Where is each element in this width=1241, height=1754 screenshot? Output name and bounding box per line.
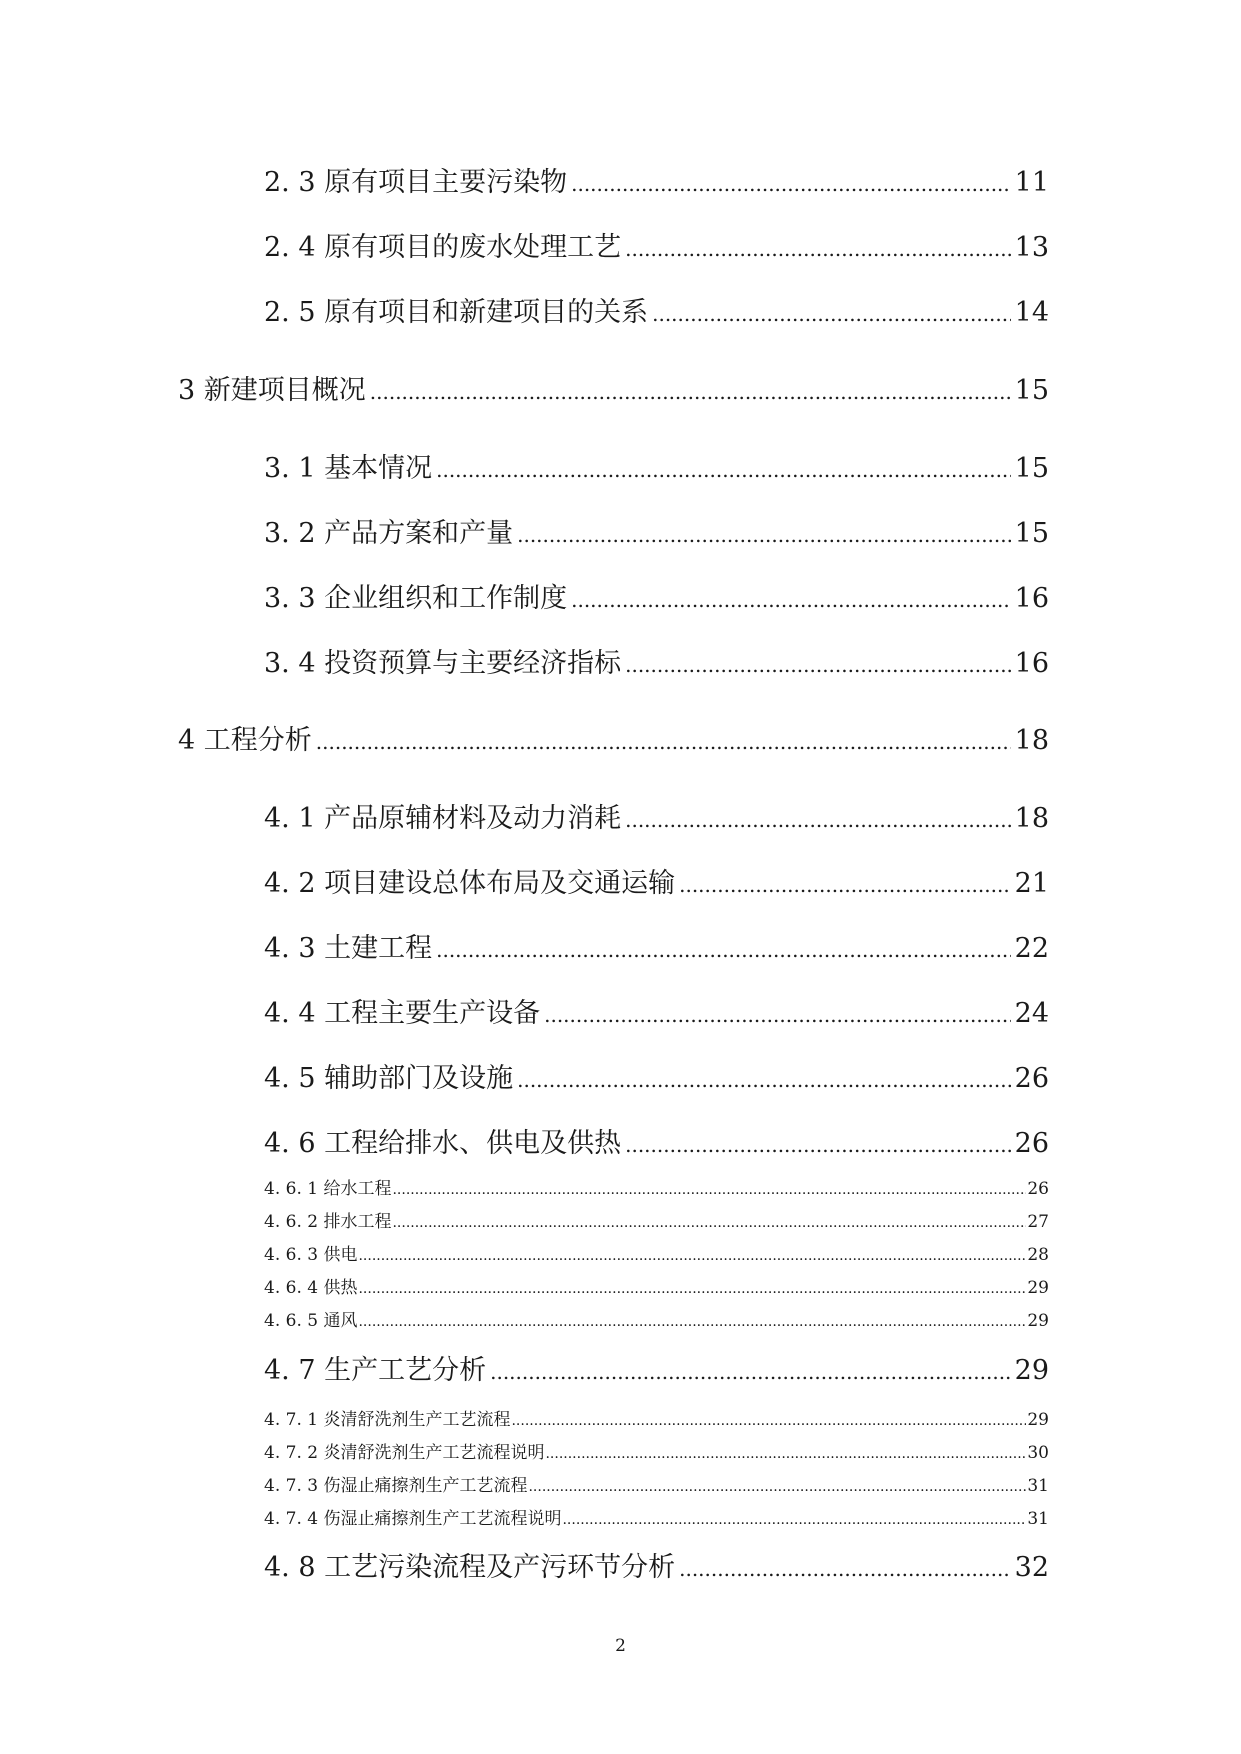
- toc-entry-page: 16: [1014, 583, 1049, 614]
- toc-entry-page: 29: [1014, 1355, 1049, 1386]
- toc-entry-label: 4. 7 生产工艺分析: [264, 1355, 487, 1386]
- dot-leader: [652, 302, 1011, 326]
- dot-leader: [358, 1248, 1026, 1264]
- dot-leader: [517, 1068, 1011, 1092]
- toc-entry-label: 4. 6. 2 排水工程: [264, 1212, 392, 1232]
- dot-leader: [625, 808, 1011, 832]
- toc-entry-label: 4. 7. 2 炎清舒洗剂生产工艺流程说明: [264, 1443, 545, 1463]
- toc-entry-label: 4. 7. 4 伤湿止痛擦剂生产工艺流程说明: [264, 1509, 562, 1529]
- toc-entry-page: 18: [1014, 725, 1049, 756]
- toc-entry-page: 22: [1014, 933, 1049, 964]
- toc-entry-page: 18: [1014, 803, 1049, 834]
- toc-entry-page: 30: [1027, 1443, 1049, 1463]
- toc-entry-label: 4. 6 工程给排水、供电及供热: [264, 1128, 622, 1159]
- toc-entry-page: 27: [1027, 1212, 1049, 1232]
- toc-entry-2-4[interactable]: [264, 225, 1049, 264]
- toc-entry-3-4[interactable]: [264, 641, 1049, 680]
- toc-entry-label: 4. 6. 1 给水工程: [264, 1179, 392, 1199]
- toc-entry-4-7-1[interactable]: [264, 1405, 1049, 1430]
- toc-entry-2-3[interactable]: [264, 160, 1049, 199]
- toc-entry-4-6-1[interactable]: [264, 1174, 1049, 1199]
- toc-entry-3-1[interactable]: [264, 446, 1049, 485]
- toc-entry-page: 21: [1014, 868, 1049, 899]
- toc-entry-4[interactable]: [178, 718, 1049, 757]
- toc-entry-4-7-4[interactable]: [264, 1504, 1049, 1529]
- toc-entry-page: 11: [1014, 167, 1049, 198]
- toc-entry-label: 4. 6. 5 通风: [264, 1311, 358, 1331]
- toc-entry-4-4[interactable]: [264, 991, 1049, 1030]
- toc-entry-label: 4. 6. 3 供电: [264, 1245, 358, 1265]
- toc-entry-page: 26: [1014, 1063, 1049, 1094]
- dot-leader: [517, 523, 1011, 547]
- dot-leader: [511, 1413, 1026, 1429]
- toc-entry-label: 2. 5 原有项目和新建项目的关系: [264, 297, 649, 328]
- toc-entry-4-3[interactable]: [264, 926, 1049, 965]
- dot-leader: [358, 1281, 1026, 1297]
- toc-entry-label: 3. 4 投资预算与主要经济指标: [264, 648, 622, 679]
- page-number: 2: [615, 1636, 626, 1656]
- toc-entry-label: 4. 1 产品原辅材料及动力消耗: [264, 803, 622, 834]
- dot-leader: [571, 588, 1011, 612]
- dot-leader: [625, 653, 1011, 677]
- dot-leader: [392, 1215, 1026, 1231]
- dot-leader: [545, 1446, 1026, 1462]
- dot-leader: [316, 730, 1011, 754]
- dot-leader: [436, 938, 1011, 962]
- dot-leader: [370, 380, 1011, 404]
- toc-entry-label: 3. 1 基本情况: [264, 453, 433, 484]
- toc-entry-label: 2. 4 原有项目的废水处理工艺: [264, 232, 622, 263]
- toc-entry-label: 3. 3 企业组织和工作制度: [264, 583, 568, 614]
- toc-entry-4-7[interactable]: [264, 1348, 1049, 1387]
- toc-entry-4-5[interactable]: [264, 1056, 1049, 1095]
- toc-entry-label: 4. 8 工艺污染流程及产污环节分析: [264, 1552, 676, 1583]
- toc-entry-page: 31: [1027, 1509, 1049, 1529]
- toc-entry-page: 26: [1014, 1128, 1049, 1159]
- dot-leader: [625, 1133, 1011, 1157]
- toc-entry-page: 15: [1014, 518, 1049, 549]
- toc-entry-label: 3 新建项目概况: [178, 375, 366, 406]
- toc-entry-label: 4. 4 工程主要生产设备: [264, 998, 541, 1029]
- dot-leader: [490, 1360, 1011, 1384]
- dot-leader: [528, 1479, 1026, 1495]
- toc-entry-label: 2. 3 原有项目主要污染物: [264, 167, 568, 198]
- toc-entry-label: 4. 5 辅助部门及设施: [264, 1063, 514, 1094]
- toc-entry-page: 24: [1014, 998, 1049, 1029]
- dot-leader: [392, 1182, 1026, 1198]
- toc-entry-label: 4. 3 土建工程: [264, 933, 433, 964]
- toc-entry-page: 28: [1027, 1245, 1049, 1265]
- dot-leader: [436, 458, 1011, 482]
- dot-leader: [625, 237, 1011, 261]
- toc-entry-4-8[interactable]: [264, 1545, 1049, 1584]
- toc-entry-page: 29: [1027, 1410, 1049, 1430]
- toc-entry-3[interactable]: [178, 368, 1049, 407]
- dot-leader: [562, 1512, 1026, 1528]
- dot-leader: [679, 873, 1011, 897]
- toc-entry-3-3[interactable]: [264, 576, 1049, 615]
- toc-entry-4-6-5[interactable]: [264, 1306, 1049, 1331]
- toc-entry-4-6-3[interactable]: [264, 1240, 1049, 1265]
- toc-entry-label: 4. 7. 3 伤湿止痛擦剂生产工艺流程: [264, 1476, 528, 1496]
- toc-entry-page: 29: [1027, 1311, 1049, 1331]
- toc-entry-4-6[interactable]: [264, 1121, 1049, 1160]
- toc-entry-page: 13: [1014, 232, 1049, 263]
- toc-entry-4-7-3[interactable]: [264, 1471, 1049, 1496]
- toc-entry-2-5[interactable]: [264, 290, 1049, 329]
- toc-entry-page: 14: [1014, 297, 1049, 328]
- toc-entry-4-2[interactable]: [264, 861, 1049, 900]
- toc-entry-page: 26: [1027, 1179, 1049, 1199]
- toc-entry-page: 31: [1027, 1476, 1049, 1496]
- toc-entry-label: 3. 2 产品方案和产量: [264, 518, 514, 549]
- toc-entry-page: 16: [1014, 648, 1049, 679]
- toc-entry-3-2[interactable]: [264, 511, 1049, 550]
- toc-entry-page: 15: [1014, 453, 1049, 484]
- toc-entry-page: 32: [1014, 1552, 1049, 1583]
- toc-entry-4-1[interactable]: [264, 796, 1049, 835]
- dot-leader: [544, 1003, 1011, 1027]
- toc-entry-label: 4. 7. 1 炎清舒洗剂生产工艺流程: [264, 1410, 511, 1430]
- toc-entry-page: 29: [1027, 1278, 1049, 1298]
- dot-leader: [571, 172, 1011, 196]
- toc-entry-page: 15: [1014, 375, 1049, 406]
- dot-leader: [679, 1557, 1011, 1581]
- toc-entry-label: 4. 2 项目建设总体布局及交通运输: [264, 868, 676, 899]
- toc-entry-label: 4 工程分析: [178, 725, 312, 756]
- toc-entry-4-6-2[interactable]: [264, 1207, 1049, 1232]
- toc-entry-label: 4. 6. 4 供热: [264, 1278, 358, 1298]
- toc-entry-4-6-4[interactable]: [264, 1273, 1049, 1298]
- toc-entry-4-7-2[interactable]: [264, 1438, 1049, 1463]
- dot-leader: [358, 1314, 1026, 1330]
